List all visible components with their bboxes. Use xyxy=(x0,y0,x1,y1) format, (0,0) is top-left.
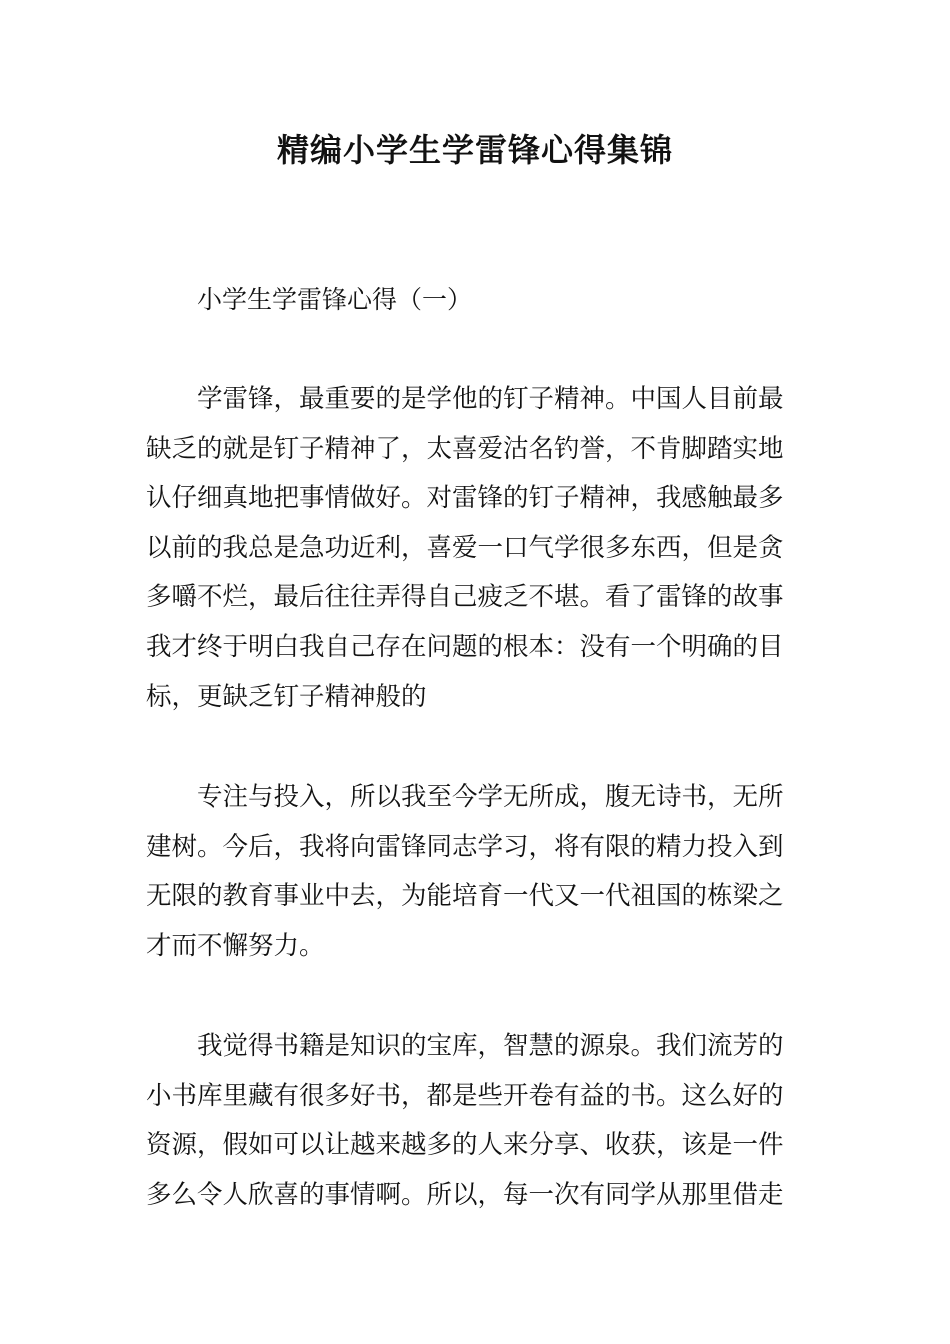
paragraph-line: 建树。今后，我将向雷锋同志学习，将有限的精力投入到 xyxy=(146,831,784,862)
paragraph-line: 我才终于明白我自己存在问题的根本：没有一个明确的目 xyxy=(146,631,784,662)
page-title: 精编小学生学雷锋心得集锦 xyxy=(276,131,673,169)
paragraph-3 xyxy=(146,1022,810,1220)
paragraph-line: 资源，假如可以让越来越多的人来分享、收获，该是一件 xyxy=(146,1130,784,1161)
paragraph-line: 我觉得书籍是知识的宝库，智慧的源泉。我们流芳的 xyxy=(197,1031,784,1061)
paragraph-line: 小书库里藏有很多好书，都是些开卷有益的书。这么好的 xyxy=(146,1080,784,1111)
paragraph-line: 学雷锋，最重要的是学他的钉子精神。中国人目前最 xyxy=(197,384,784,414)
paragraph-line: 缺乏的就是钉子精神了，太喜爱沽名钓誉，不肯脚踏实地 xyxy=(146,433,784,464)
paragraph-line: 专注与投入，所以我至今学无所成，腹无诗书，无所 xyxy=(197,782,784,812)
paragraph-line: 无限的教育事业中去，为能培育一代又一代祖国的栋梁之 xyxy=(146,881,784,912)
paragraph-2 xyxy=(146,773,810,971)
paragraph-line: 以前的我总是急功近利，喜爱一口气学很多东西，但是贪 xyxy=(146,532,784,563)
paragraph-line: 多嚼不烂，最后往往弄得自己疲乏不堪。看了雷锋的故事 xyxy=(146,582,784,613)
section-heading: 小学生学雷锋心得（一） xyxy=(197,285,473,314)
paragraph-line: 才而不懈努力。 xyxy=(146,930,325,961)
paragraph-1 xyxy=(146,375,810,722)
paragraph-line: 标，更缺乏钉子精神般的 xyxy=(146,681,427,712)
paragraph-line: 多么令人欣喜的事情啊。所以，每一次有同学从那里借走 xyxy=(146,1179,784,1210)
paragraph-line: 认仔细真地把事情做好。对雷锋的钉子精神，我感触最多 xyxy=(146,483,784,514)
